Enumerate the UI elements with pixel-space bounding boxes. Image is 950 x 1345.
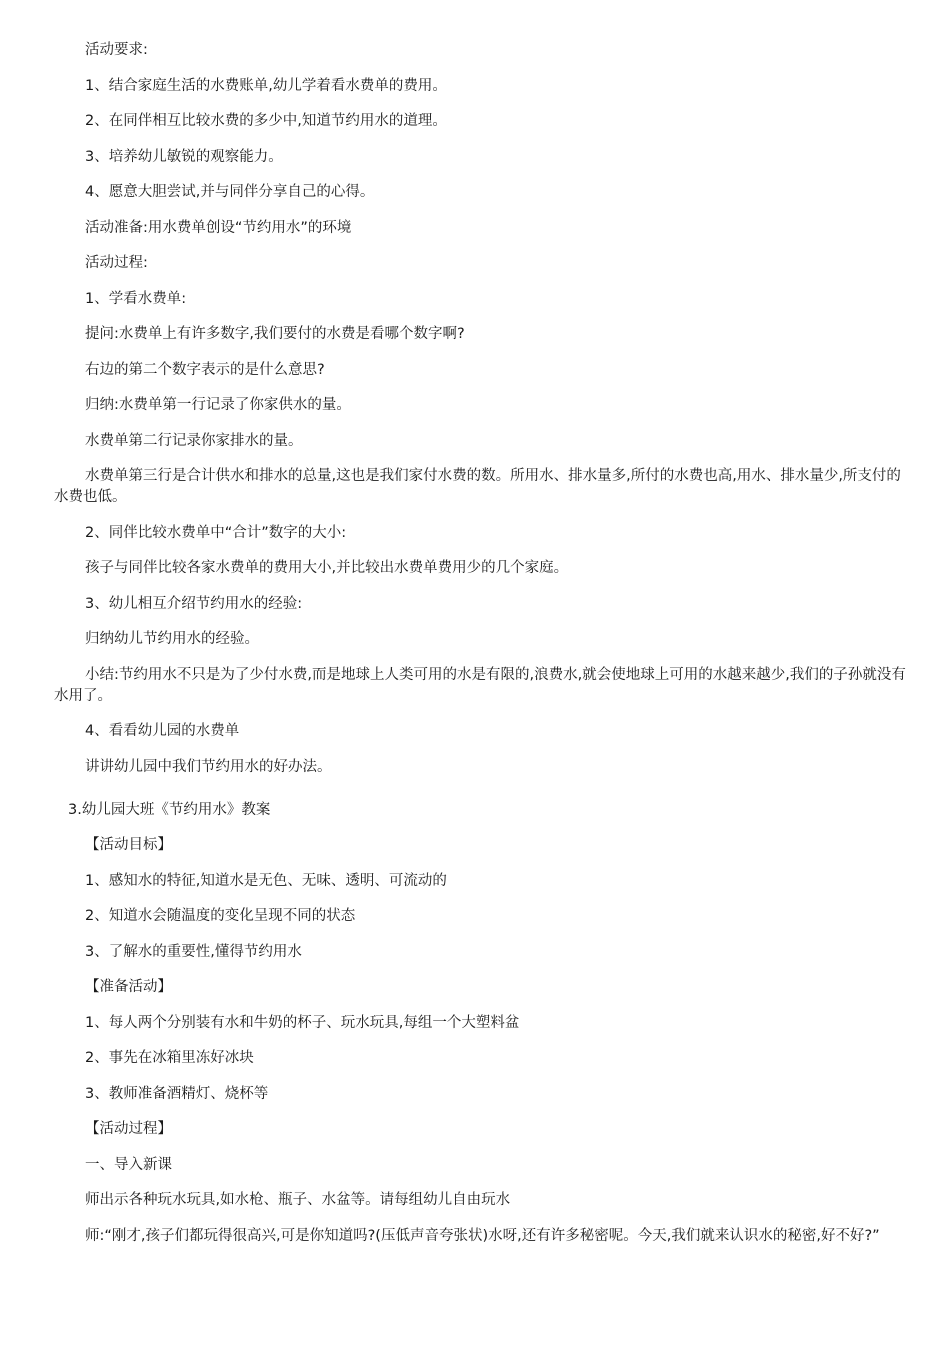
paragraph: 1、感知水的特征,知道水是无色、无味、透明、可流动的 — [85, 872, 447, 889]
paragraph: 2、同伴比较水费单中“合计”数字的大小: — [85, 524, 347, 541]
paragraph: 2、事先在冰箱里冻好冰块 — [85, 1050, 254, 1066]
paragraph: 一、导入新课 — [85, 1156, 172, 1173]
section-heading: 【活动过程】 — [85, 1121, 172, 1137]
paragraph: 3、教师准备酒精灯、烧杯等 — [85, 1085, 269, 1102]
paragraph: 3、了解水的重要性,懂得节约用水 — [85, 943, 302, 960]
document-body — [54, 40, 906, 1247]
paragraph: 3、幼儿相互介绍节约用水的经验: — [85, 595, 303, 612]
section-heading: 【准备活动】 — [85, 979, 172, 995]
paragraph: 1、结合家庭生活的水费账单,幼儿学着看水费单的费用。 — [85, 77, 447, 94]
paragraph: 讲讲幼儿园中我们节约用水的好办法。 — [85, 758, 332, 775]
paragraph: 4、看看幼儿园的水费单 — [85, 723, 240, 739]
paragraph: 活动准备:用水费单创设“节约用水”的环境 — [85, 219, 352, 236]
paragraph: 右边的第二个数字表示的是什么意思? — [85, 361, 325, 378]
paragraph: 4、愿意大胆尝试,并与同伴分享自己的心得。 — [85, 184, 375, 200]
paragraph: 水费单第三行是合计供水和排水的总量,这也是我们家付水费的数。所用水、排水量多,所付的水费也高,用水、排水量少,所支付的水费也低。 — [54, 468, 901, 505]
paragraph: 3、培养幼儿敏锐的观察能力。 — [85, 148, 283, 165]
paragraph: 小结:节约用水不只是为了少付水费,而是地球上人类可用的水是有限的,浪费水,就会使地球上可用的水越来越少,我们的子孙就没有水用了。 — [54, 666, 906, 704]
paragraph: 归纳:水费单第一行记录了你家供水的量。 — [85, 397, 351, 413]
paragraph: 孩子与同伴比较各家水费单的费用大小,并比较出水费单费用少的几个家庭。 — [85, 560, 569, 576]
paragraph: 2、在同伴相互比较水费的多少中,知道节约用水的道理。 — [85, 113, 447, 129]
paragraph: 1、每人两个分别装有水和牛奶的杯子、玩水玩具,每组一个大塑料盆 — [85, 1014, 520, 1031]
paragraph: 活动要求: — [85, 42, 148, 58]
paragraph: 提问:水费单上有许多数字,我们要付的水费是看哪个数字啊? — [85, 326, 465, 342]
section-title: 3.幼儿园大班《节约用水》教案 — [68, 801, 271, 818]
paragraph: 水费单第二行记录你家排水的量。 — [85, 432, 303, 449]
paragraph: 2、知道水会随温度的变化呈现不同的状态 — [85, 908, 356, 924]
section-heading: 【活动目标】 — [85, 837, 172, 853]
paragraph: 归纳幼儿节约用水的经验。 — [85, 631, 259, 647]
paragraph: 师:“刚才,孩子们都玩得很高兴,可是你知道吗?(压低声音夸张状)水呀,还有许多秘密呢。今天,我们就来认识水的秘密,好不好?” — [85, 1227, 880, 1244]
paragraph: 活动过程: — [85, 255, 148, 271]
paragraph: 师出示各种玩水玩具,如水枪、瓶子、水盆等。请每组幼儿自由玩水 — [85, 1192, 511, 1208]
paragraph: 1、学看水费单: — [85, 290, 187, 307]
